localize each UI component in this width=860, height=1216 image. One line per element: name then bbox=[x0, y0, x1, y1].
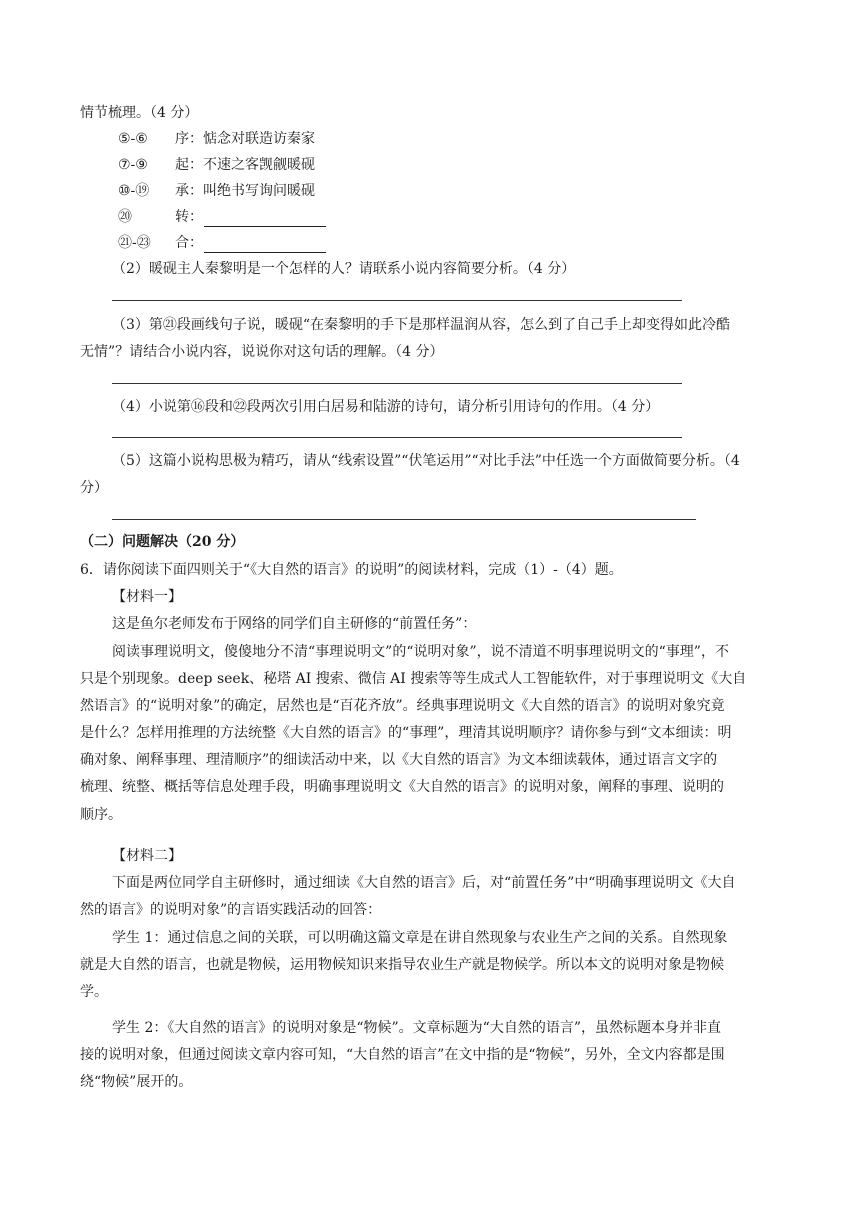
plot-row-text: 合： bbox=[175, 235, 203, 251]
student-1-line: 就是大自然的语言，也就是物候，运用物候知识来指导农业生产就是物候学。所以本文的说明对象是物候 bbox=[80, 957, 724, 973]
answer-blank[interactable] bbox=[204, 212, 326, 227]
question-3-line-1: （3）第㉑段画线句子说，暖砚“在秦黎明的手下是那样温润从容，怎么到了自己手上却变得如此冷酷 bbox=[112, 317, 731, 333]
question-6: 6．请你阅读下面四则关于“《大自然的语言》的说明”的阅读材料，完成（1）-（4）题。 bbox=[80, 562, 623, 578]
plot-row-text: 序：惦念对联造访秦家 bbox=[175, 131, 315, 147]
question-4: （4）小说第⑯段和㉒段两次引用白居易和陆游的诗句，请分析引用诗句的作用。（4 分） bbox=[112, 399, 660, 415]
plot-row-num: ⑤-⑥ bbox=[118, 131, 148, 147]
plot-row-num: ⑳ bbox=[118, 209, 132, 225]
plot-row-fill bbox=[175, 207, 326, 227]
question-2: （2）暖砚主人秦黎明是一个怎样的人？请联系小说内容简要分析。（4 分） bbox=[112, 261, 576, 277]
material-2-line: 下面是两位同学自主研修时，通过细读《大自然的语言》后，对“前置任务”中“明确事理说明文《大自 bbox=[112, 875, 736, 891]
question-3-line-2: 无情”？请结合小说内容，说说你对这句话的理解。（4 分） bbox=[80, 344, 444, 360]
plot-row-num: ㉑-㉓ bbox=[118, 235, 151, 251]
material-1-line: 梳理、统整、概括等信息处理手段，明确事理说明文《大自然的语言》的说明对象，阐释的事理、说明的 bbox=[80, 779, 724, 795]
material-1-title: 【材料一】 bbox=[112, 589, 182, 605]
plot-row-text: 起：不速之客觊觎暖砚 bbox=[175, 157, 315, 173]
question-5-line-2: 分） bbox=[80, 480, 108, 496]
plot-row-text: 承：叫绝书写询问暖砚 bbox=[175, 183, 315, 199]
plot-question-tail: 情节梳理。（4 分） bbox=[80, 105, 199, 121]
student-2-line: 接的说明对象，但通过阅读文章内容可知，“大自然的语言”在文中指的是“物候”，另外，全文内容都是围 bbox=[80, 1047, 725, 1063]
plot-row-num: ⑦-⑨ bbox=[118, 157, 148, 173]
student-2-line: 绕“物候”展开的。 bbox=[80, 1074, 193, 1090]
answer-line[interactable] bbox=[112, 437, 682, 438]
material-1-line: 只是个别现象。deep seek、秘塔 AI 搜索、微信 AI 搜索等等生成式人工智能软件，对于事理说明文《大自 bbox=[80, 671, 747, 687]
material-1-line: 确对象、阐释事理、理清顺序”的细读活动中来，以《大自然的语言》为文本细读载体，通过语言文字的 bbox=[80, 752, 718, 768]
answer-line[interactable] bbox=[112, 519, 696, 520]
plot-row-text: 转： bbox=[175, 209, 203, 225]
material-1-line: 是什么？怎样用推理的方法统整《大自然的语言》的“事理”，理清其说明顺序？请你参与到“文本细读：明 bbox=[80, 725, 732, 741]
material-1-line: 然语言》的“说明对象”的确定，居然也是“百花齐放”。经典事理说明文《大自然的语言》的说明对象究竟 bbox=[80, 698, 725, 714]
section-heading: （二）问题解决（20 分） bbox=[80, 534, 245, 550]
material-1-line: 阅读事理说明文，傻傻地分不清“事理说明文”的“说明对象”，说不清道不明事理说明文的“事理”，不 bbox=[112, 644, 729, 660]
material-1-intro: 这是鱼尔老师发布于网络的同学们自主研修的“前置任务”： bbox=[112, 616, 477, 632]
material-2-title: 【材料二】 bbox=[112, 848, 182, 864]
student-1-line: 学。 bbox=[80, 984, 108, 1000]
answer-line[interactable] bbox=[112, 300, 682, 301]
student-1-line: 学生 1：通过信息之间的关联，可以明确这篇文章是在讲自然现象与农业生产之间的关系。自然现象 bbox=[112, 930, 728, 946]
answer-line[interactable] bbox=[112, 383, 682, 384]
question-5-line-1: （5）这篇小说构思极为精巧，请从“线索设置”“伏笔运用”“对比手法”中任选一个方面做简要分析。（4 bbox=[112, 453, 740, 469]
material-1-line: 顺序。 bbox=[80, 807, 122, 823]
plot-row-fill bbox=[175, 233, 326, 253]
student-2-line: 学生 2：《大自然的语言》的说明对象是“物候”。文章标题为“大自然的语言”，虽然标题本身并非直 bbox=[112, 1020, 721, 1036]
material-2-line: 然的语言》的说明对象”的言语实践活动的回答： bbox=[80, 902, 382, 918]
answer-blank[interactable] bbox=[204, 238, 326, 253]
plot-row-num: ⑩-⑲ bbox=[118, 183, 150, 199]
